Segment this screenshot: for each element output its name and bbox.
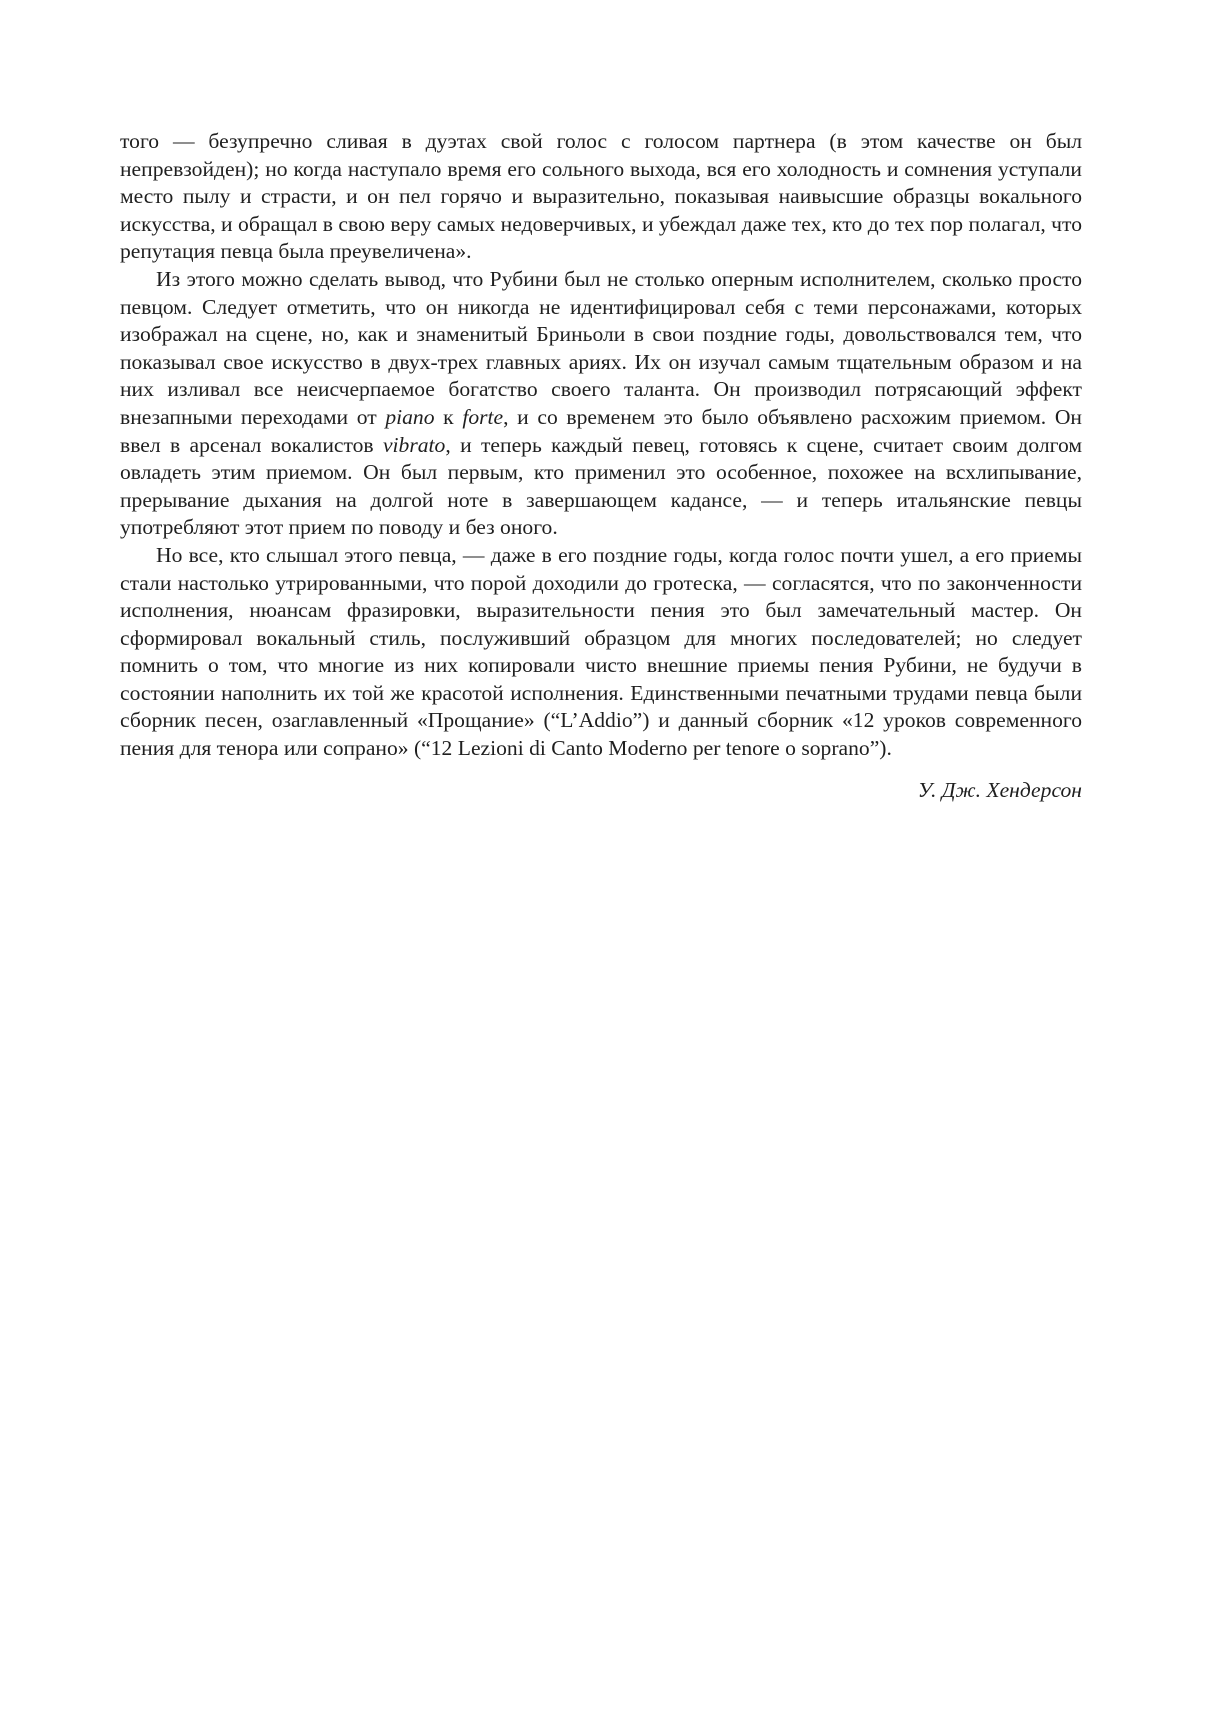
italic-term: forte <box>462 404 504 429</box>
text-run: того — безупречно сливая в дуэтах свой голос с голосом партнера (в этом качестве он был непревзойден); но когда наступало время его сольного выхода, вся его холодность и сомнения уступали место пылу и страсти, и он пел горячо и выразительно, показывая наивысшие образцы вокального искусства, и обращал в свою веру самых недоверчивых, и убеждал даже тех, кто до тех пор полагал, что репутация певца была преувеличена». <box>120 129 1082 264</box>
text-run: , и со временем это было объявлено расхожим приемом. Он ввел в арсенал вокалистов <box>120 404 1082 457</box>
author-signature: У. Дж. Хендерсон <box>917 777 1082 802</box>
article-page <box>120 128 1082 804</box>
italic-term: piano <box>385 404 435 429</box>
paragraph-2 <box>120 266 1082 542</box>
text-run: Но все, кто слышал этого певца, — даже в его поздние годы, когда голос почти ушел, а его приемы стали настолько утрированными, что порой доходили до гротеска, — согласятся, что по законченности исполнения, нюансам фразировки, выразительности пения это был замечательный мастер. Он сформировал вокальный стиль, послуживший образцом для многих последователей; но следует помнить о том, что многие из них копировали чисто внешние приемы пения Рубини, не будучи в состоянии наполнить их той же красотой исполнения. Единственными печатными трудами певца были сборник песен, озаглавленный «Прощание» (“L’Addio”) и данный сборник «12 уроков современного пения для тенора или сопрано» (“12 Lezioni di Canto Moderno per tenore o soprano”). <box>120 542 1082 761</box>
text-run: , и теперь каждый певец, готовясь к сцене, считает своим долгом овладеть этим приемом. Он был первым, кто применил это особенное, похожее на всхлипывание, прерывание дыхания на долгой ноте в завершающем кадансе, — и теперь итальянские певцы употребляют этот прием по поводу и без оного. <box>120 432 1082 540</box>
italic-term: vibrato <box>382 432 446 457</box>
text-run: к <box>434 404 463 429</box>
paragraph-1 <box>120 128 1082 266</box>
text-run: Из этого можно сделать вывод, что Рубини был не столько оперным исполнителем, сколько просто певцом. Следует отметить, что он никогда не идентифицировал себя с теми персонажами, которых изображал на сцене, но, как и знаменитый Бриньоли в свои поздние годы, довольствовался тем, что показывал свое искусство в двух-трех главных ариях. Их он изучал самым тщательным образом и на них изливал все неисчерпаемое богатство своего таланта. Он производил потрясающий эффект внезапными переходами от <box>120 266 1082 429</box>
paragraph-3 <box>120 542 1082 763</box>
